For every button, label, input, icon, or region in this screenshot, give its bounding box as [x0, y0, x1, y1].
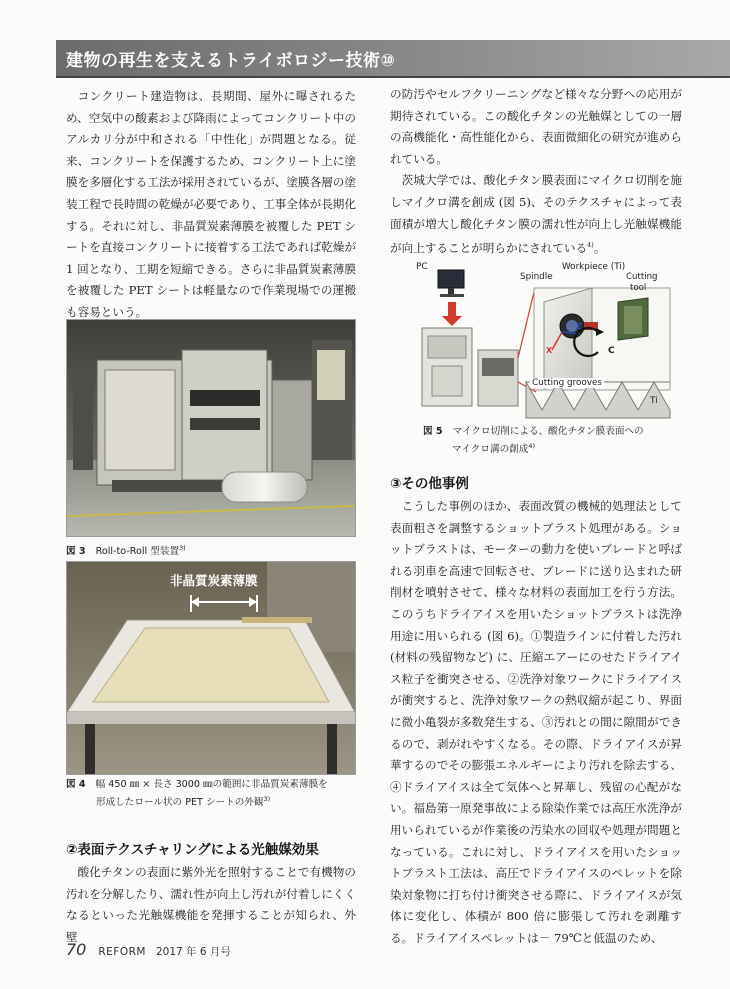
fig5-label-cutting-tool-2: tool: [630, 283, 647, 293]
issue-date: 2017 年 6 月号: [155, 946, 231, 958]
fig5-label-spindle: Spindle: [520, 272, 553, 282]
page-number: 70: [66, 940, 87, 959]
fig5-label-ti: Ti: [650, 396, 658, 406]
fig5-label-axis-z: Z: [576, 322, 582, 331]
figure-4-caption: [66, 778, 328, 810]
figure-5-diagram: [412, 262, 674, 420]
right-column-top: [390, 84, 682, 260]
figure-4-ref: 3): [263, 795, 271, 803]
right-paragraph-2-end: 。: [593, 241, 606, 256]
fig5-label-axis-c: C: [608, 346, 615, 356]
header-title: 建物の再生を支えるトライボロジー技術⑩: [66, 51, 396, 71]
figure-5-caption-line-2: マイクロ溝の創成: [452, 444, 529, 456]
left-paragraph-1: コンクリート建造物は、長期間、屋外に曝されるため、空気中の酸素および降雨によってコンクリート中のアルカリ分が中和される「中性化」が問題となる。従来、コンクリートを保護するため、コンクリート上に塗膜を多層化する工法が採用されているが、塗膜各層の塗装工程で長時間の乾燥が必要であり、工事全体が長期化する。それに対し、非晶質炭素薄膜を被覆した PET シートを直接コンクリートに接着する工法であれば乾燥が 1 回となり、工期を短縮できる。さらに非晶質炭素薄膜を被覆した PET シートは軽量なので作業現場での運搬も容易という。: [66, 89, 356, 319]
figure-4-caption-line-1: 幅 450 ㎜ × 長さ 3000 ㎜の範囲に非晶質炭素薄膜を: [95, 779, 328, 790]
fig5-label-cutting-grooves: Cutting grooves: [532, 378, 602, 388]
section-2-text: 酸化チタンの表面に紫外光を照射することで有機物の汚れを分解したり、濡れ性が向上し汚れが付着しにくくなるといった光触媒機能を発揮することが知られ、外壁: [66, 865, 356, 944]
figure-3-caption-text: Roll-to-Roll 型装置: [95, 546, 180, 558]
section-3-text: こうした事例のほか、表面改質の機械的処理法として表面粗さを調整するショットブラスト処理がある。ショットブラストは、モーターの動力を使いブレードと呼ばれる羽車を高速で回転させ、ブレードに送り込まれた研削材を噴射させて、様々な材料の表面加工を行う方法。このうちドライアイスを用いたショットブラストは洗浄用途に用いられる (図 6)。①製造ラインに付着した汚れ (材料の残留物など) に、圧縮エアーにのせたドライアイス粒子を衝突させる、②洗浄対象ワークにドライアイスが衝突すると、洗浄対象ワークの熱収縮が起こり、界面に微小亀裂が多数発生する、③汚れとの間に隙間ができるので、剥がれやすくなる。その際、ドライアイスが昇華するのでその膨張エネルギーにより汚れを除去する、④ドライアイスは全て気体へと昇華し、残留の心配がない。福島第一原発事故による除染作業では高圧水洗浄が用いられているが作業後の汚染水の回収や処理が問題となっている。これに対し、ドライアイスを用いたショットブラスト工法は、高圧でドライアイスのペレットを除染対象物に打ち付け衝突させる際に、ドライアイスが気体に変化し、体積が 800 倍に膨張して汚れを剥離する。ドライアイスペレットは－ 79℃と低温のため、: [390, 499, 682, 945]
page-footer: [66, 940, 231, 959]
fig5-label-cutting-tool-1: Cutting: [626, 272, 658, 282]
figure-3-photo: [66, 319, 356, 537]
fig5-label-workpiece: Workpiece (Ti): [562, 262, 626, 272]
fig5-label-axis-x: X: [546, 346, 553, 355]
right-paragraph-2: [390, 170, 682, 259]
right-paragraph-2-ref: 4): [587, 241, 594, 250]
figure-3-caption: [66, 541, 186, 559]
section-2-title: ②表面テクスチャリングによる光触媒効果: [66, 842, 319, 858]
figure-3-ref: 3): [179, 544, 186, 552]
figure-4-number: 図 4: [66, 779, 86, 790]
figure-5-caption: [423, 425, 644, 457]
fig5-label-pc: PC: [416, 262, 428, 272]
header-bar: [56, 40, 730, 78]
figure-5-caption-line-1: マイクロ切削による、酸化チタン膜表面への: [452, 426, 644, 437]
magazine-name: REFORM: [98, 946, 146, 958]
right-paragraph-1: の防汚やセルフクリーニングなど様々な分野への応用が期待されている。この酸化チタンの光触媒としての一層の高機能化・高性能化から、表面微細化の研究が進められている。: [390, 87, 683, 166]
right-paragraph-2-text: 茨城大学では、酸化チタン膜表面にマイクロ切削を施しマイクロ溝を創成 (図 5)、そのテクスチャによって表面積が増大し酸化チタン膜の濡れ性が向上し光触媒機能が向上することが明らかにされている: [390, 173, 682, 256]
figure-4-caption-line-2: 形成したロール状の PET シートの外観: [96, 797, 264, 809]
figure-4-photo: [66, 561, 356, 775]
figure-3-number: 図 3: [66, 546, 86, 558]
figure-4-overlay-label: 非晶質炭素薄膜: [170, 573, 258, 588]
figure-5-ref: 4): [528, 442, 536, 450]
section-3-title: ③その他事例: [390, 476, 469, 492]
figure-5-number: 図 5: [423, 426, 443, 437]
